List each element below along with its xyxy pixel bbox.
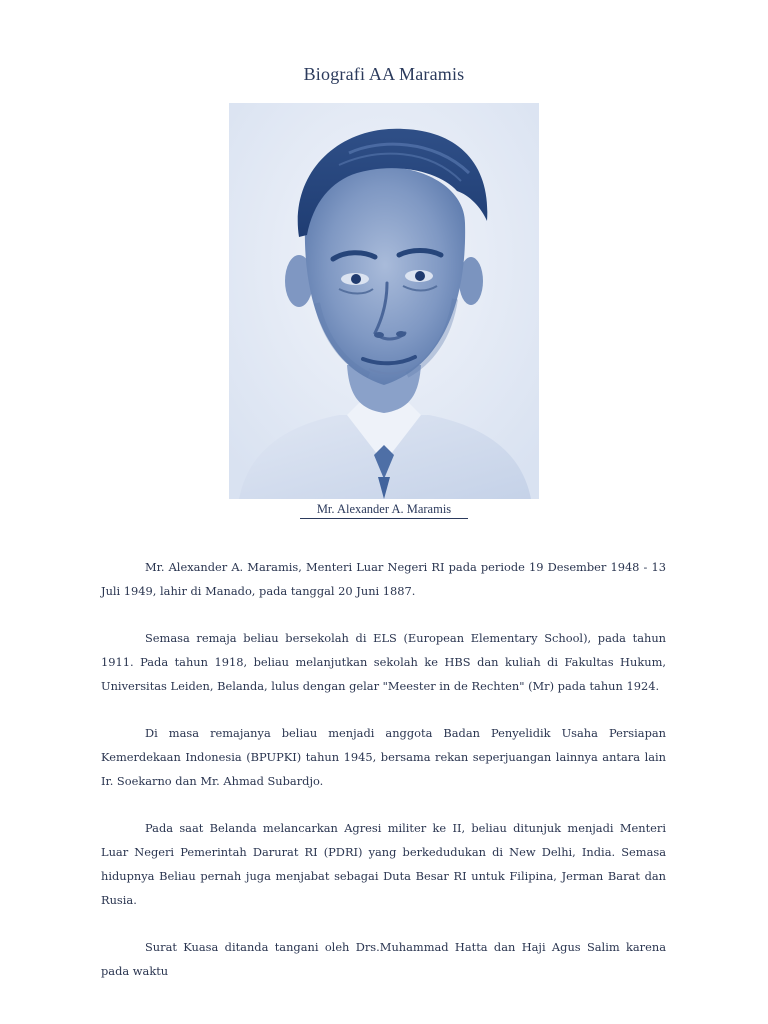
- paragraph: Pada saat Belanda melancarkan Agresi militer ke II, beliau ditunjuk menjadi Menteri Luar Negeri Pemerintah Darurat RI (PDRI) yang berkedudukan di New Delhi, India. Semasa hidupnya Beliau pernah juga menjabat sebagai Duta Besar RI untuk Filipina, Jerman Barat dan Rusia.: [101, 821, 666, 907]
- figure-caption: Mr. Alexander A. Maramis: [300, 502, 468, 519]
- paragraph: Semasa remaja beliau bersekolah di ELS (European Elementary School), pada tahun 1911. Pada tahun 1918, beliau melanjutkan sekolah ke HBS dan kuliah di Fakultas Hukum, Universitas Leiden, Belanda, lulus dengan gelar "Meester in de Rechten" (Mr) pada tahun 1924.: [101, 631, 666, 693]
- body-text: [101, 555, 666, 1006]
- paragraph: Surat Kuasa ditanda tangani oleh Drs.Muhammad Hatta dan Haji Agus Salim karena pada waktu: [101, 940, 666, 978]
- portrait-photo: [229, 103, 539, 499]
- page-title: Biografi AA Maramis: [303, 64, 465, 84]
- paragraph: Di masa remajanya beliau menjadi anggota Badan Penyelidik Usaha Persiapan Kemerdekaan Indonesia (BPUPKI) tahun 1945, bersama rekan seperjuangan lainnya antara lain Ir. Soekarno dan Mr. Ahmad Subardjo.: [101, 726, 666, 788]
- paragraph: Mr. Alexander A. Maramis, Menteri Luar Negeri RI pada periode 19 Desember 1948 - 13 Juli 1949, lahir di Manado, pada tanggal 20 Juni 1887.: [101, 560, 666, 598]
